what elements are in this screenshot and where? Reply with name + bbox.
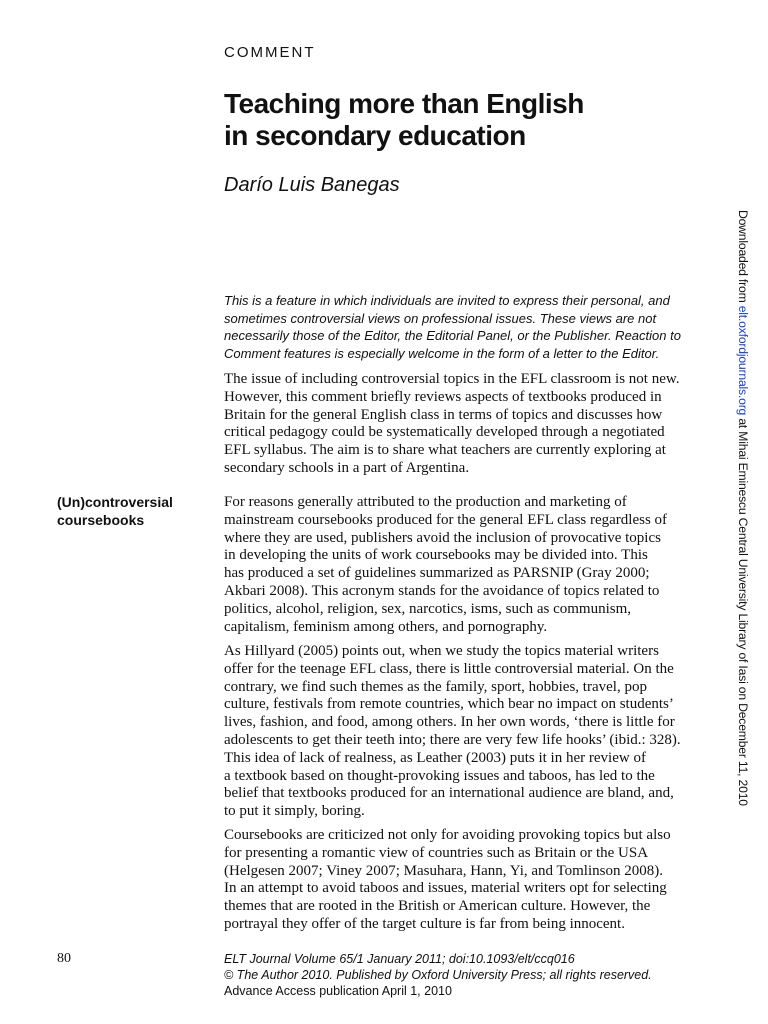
article-title — [224, 88, 704, 152]
text-line: Akbari 2008). This acronym stands for the avoidance of topics related to — [224, 582, 660, 599]
text-line: In an attempt to avoid taboos and issues, material writers opt for selecting — [224, 880, 667, 897]
intro-line: necessarily those of the Editor, the Editorial Panel, or the Publisher. Reaction to — [224, 328, 681, 343]
title-line: Teaching more than English — [224, 88, 584, 119]
download-suffix: at Mihai Eminescu Central University Library of Iasi on December 11, 2010 — [736, 415, 750, 806]
text-line: Coursebooks are criticized not only for avoiding provoking topics but also — [224, 827, 671, 843]
text-line: belief that textbooks produced for an international audience are bland, and, — [224, 785, 674, 802]
text-line: (Helgesen 2007; Viney 2007; Masuhara, Hann, Yi, and Tomlinson 2008). — [224, 862, 663, 879]
text-line: EFL syllabus. The aim is to share what teachers are currently exploring at — [224, 442, 666, 459]
text-line: culture, festivals from remote countries, which bear no impact on students’ — [224, 696, 674, 713]
title-line: in secondary education — [224, 120, 526, 151]
section-label: COMMENT — [224, 44, 316, 61]
text-line: The issue of including controversial topics in the EFL classroom is not new. — [224, 371, 680, 387]
advance-access-notice: Advance Access publication April 1, 2010 — [224, 984, 452, 998]
text-line: a textbook based on thought-provoking issues and taboos, has led to the — [224, 767, 655, 784]
text-line: As Hillyard (2005) points out, when we study the topics material writers — [224, 643, 659, 659]
text-line: in developing the units of work coursebooks may be divided into. This — [224, 547, 648, 564]
paragraph-4 — [224, 827, 716, 934]
text-line: lives, fashion, and food, among others. In her own words, ‘there is little for — [224, 714, 675, 731]
paragraph-3 — [224, 643, 716, 821]
download-notice — [736, 210, 756, 810]
footer-citation — [224, 951, 724, 999]
intro-line: sometimes controversial views on professional issues. These views are not — [224, 310, 657, 326]
section-heading-line: (Un)controversial — [57, 494, 173, 510]
text-line: However, this comment briefly reviews aspects of textbooks produced in — [224, 388, 662, 405]
intro-line: Comment features is especially welcome in the form of a letter to the Editor. — [224, 345, 660, 361]
text-line: politics, alcohol, religion, sex, narcotics, isms, such as communism, — [224, 600, 632, 617]
text-line: contrary, we find such themes as the family, sport, hobbies, travel, pop — [224, 678, 647, 695]
text-line: critical pedagogy could be systematically developed through a negotiated — [224, 424, 665, 441]
paragraph-2 — [224, 494, 716, 636]
journal-site-link[interactable]: elt.oxfordjournals.org — [736, 305, 750, 416]
text-line: themes that are rooted in the British or American culture. However, the — [224, 898, 651, 915]
section-heading-line: coursebooks — [57, 511, 145, 528]
paragraph-1 — [224, 371, 716, 478]
text-line: capitalism, feminism among others, and pornography. — [224, 618, 548, 635]
text-line: for presenting a romantic view of countries such as Britain or the USA — [224, 844, 649, 861]
copyright-notice: © The Author 2010. Published by Oxford University Press; all rights reserved. — [224, 968, 652, 982]
text-line: adolescents to get their teeth into; there are very few life hooks’ (ibid.: 328). — [224, 731, 681, 748]
text-line: mainstream coursebooks produced for the general EFL class regardless of — [224, 511, 668, 528]
text-line: to put it simply, boring. — [224, 803, 365, 820]
text-line: portrayal they offer of the target culture is far from being innocent. — [224, 915, 625, 932]
text-line: This idea of lack of realness, as Leather (2003) puts it in her review of — [224, 749, 646, 766]
journal-citation: ELT Journal Volume 65/1 January 2011; doi:10.1093/elt/ccq016 — [224, 952, 575, 966]
text-line: For reasons generally attributed to the production and marketing of — [224, 494, 627, 510]
author-name: Darío Luis Banegas — [224, 174, 400, 196]
text-line: Britain for the general English class in terms of topics and discusses how — [224, 406, 663, 423]
download-notice-text — [736, 210, 750, 806]
editorial-note — [224, 292, 714, 362]
text-line: has produced a set of guidelines summarized as PARSNIP (Gray 2000; — [224, 565, 650, 582]
intro-line: This is a feature in which individuals are invited to express their personal, and — [224, 293, 670, 308]
text-line: where they are used, publishers avoid the inclusion of provocative topics — [224, 529, 661, 546]
page-number: 80 — [57, 951, 71, 966]
download-prefix: Downloaded from — [736, 210, 750, 306]
text-line: secondary schools in a part of Argentina. — [224, 459, 470, 476]
section-heading — [57, 494, 207, 529]
text-line: offer for the teenage EFL class, there is little controversial material. On the — [224, 660, 674, 677]
